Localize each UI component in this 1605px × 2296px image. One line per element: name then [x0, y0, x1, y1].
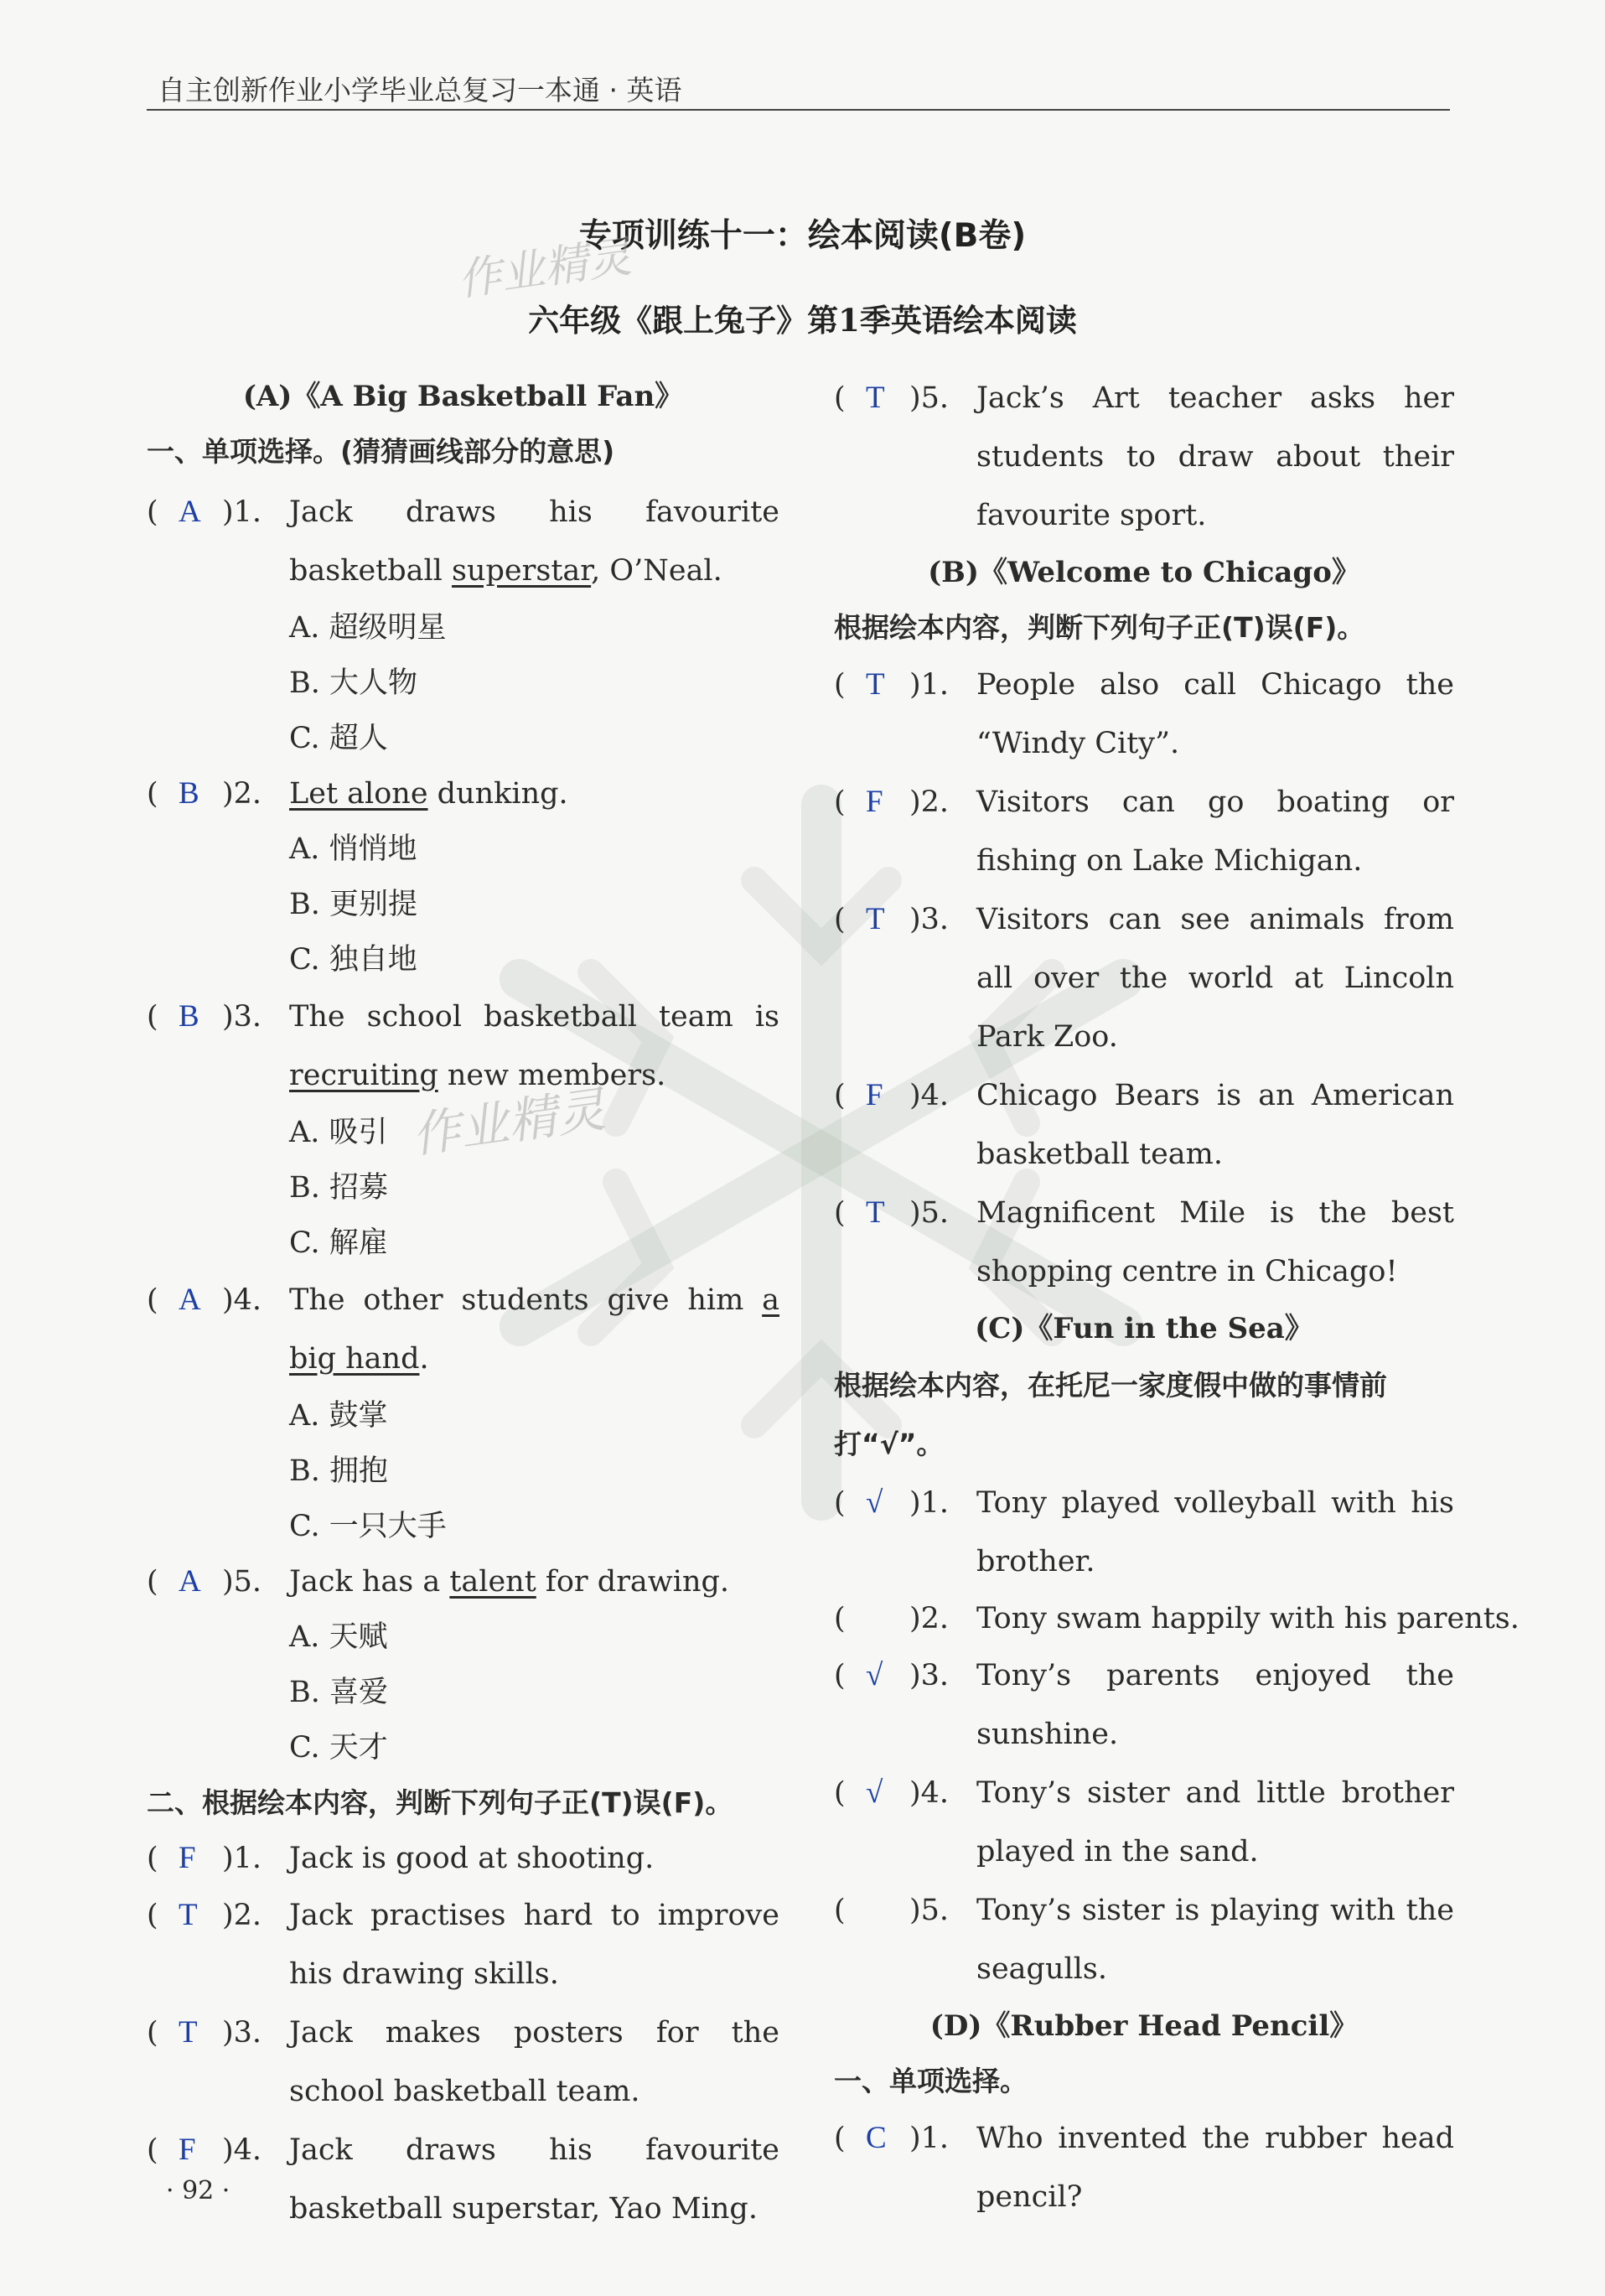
answer: F: [179, 2133, 196, 2167]
answer: √: [866, 1485, 883, 1520]
part-a-title: (A)《A Big Basketball Fan》: [242, 380, 684, 413]
watermark-top: 作业精灵: [454, 231, 634, 307]
option: A. 鼓掌: [289, 1399, 388, 1433]
answer: B: [179, 776, 199, 811]
tf-item: ( T )2. Jack practises hard to improve his drawing skills.: [147, 1886, 779, 2003]
option: A. 悄悄地: [289, 832, 417, 866]
answer: T: [179, 2015, 198, 2050]
option: C. 一只大手: [289, 1510, 447, 1543]
part-d-section1: 一、单项选择。: [834, 2065, 1028, 2097]
answer: F: [866, 785, 883, 819]
tf-item: ( T )3. Jack makes posters for the school basketball team.: [147, 2003, 779, 2121]
part-b-instruction: 根据绘本内容，判断下列句子正(T)误(F)。: [834, 611, 1365, 644]
question: ( A )5. Jack has a talent for drawing.: [147, 1554, 779, 1609]
question: ( A )1. Jack draws his favourite basketball superstar, O’Neal.: [147, 483, 779, 600]
answer: C: [866, 2121, 887, 2155]
tf-item: ( F )4. Jack draws his favourite basketball superstar, Yao Ming.: [147, 2121, 779, 2238]
answer: F: [179, 1841, 196, 1875]
part-b-title: (B)《Welcome to Chicago》: [928, 556, 1360, 589]
page-number: · 92 ·: [166, 2176, 230, 2205]
tf-item: ( F )2. Visitors can go boating or fishing on Lake Michigan.: [834, 773, 1454, 890]
tf-item: ( T )1. People also call Chicago the “Windy City”.: [834, 656, 1454, 773]
option: C. 超人: [289, 722, 388, 755]
answer: T: [866, 1195, 885, 1230]
main-title: 专项训练十一：绘本阅读(B卷): [578, 217, 1027, 255]
underlined-word: a big hand: [289, 1283, 779, 1376]
option: A. 超级明星: [289, 611, 447, 645]
answer: A: [179, 1283, 201, 1317]
question: ( B )2. Let alone dunking.: [147, 766, 779, 821]
question: ( B )3. The school basketball team is recruiting new members.: [147, 987, 779, 1105]
tf-item: ( T )5. Magnificent Mile is the best shopping centre in Chicago!: [834, 1184, 1454, 1301]
left-column: [147, 369, 779, 2238]
part-a-section1: 一、单项选择。(猜猜画线部分的意思): [147, 435, 615, 468]
check-item: ( √ )4. Tony’s sister and little brother played in the sand.: [834, 1764, 1454, 1881]
option: B. 更别提: [289, 888, 417, 921]
answer: T: [866, 667, 885, 702]
part-a-section2: 二、根据绘本内容，判断下列句子正(T)误(F)。: [147, 1786, 733, 1819]
option: B. 大人物: [289, 666, 417, 700]
underlined-word: superstar: [452, 554, 592, 588]
option: C. 独自地: [289, 943, 417, 977]
answer: √: [866, 1658, 883, 1692]
underlined-word: Let alone: [289, 777, 428, 811]
answer: A: [179, 1564, 201, 1599]
answer: B: [179, 999, 199, 1034]
option: B. 拥抱: [289, 1454, 388, 1488]
option: B. 喜爱: [289, 1676, 388, 1709]
part-d-title: (D)《Rubber Head Pencil》: [929, 2009, 1359, 2043]
tf-item: ( F )4. Chicago Bears is an American basketball team.: [834, 1066, 1454, 1184]
option: C. 天才: [289, 1731, 388, 1765]
check-item: ( )5. Tony’s sister is playing with the seagulls.: [834, 1894, 1454, 1986]
tf-item: ( T )5. Jack’s Art teacher asks her students to draw about their favourite sport.: [834, 369, 1454, 545]
answer: T: [866, 902, 885, 936]
check-item: ( √ )1. Tony played volleyball with his brother.: [834, 1474, 1454, 1591]
header-title: 自主创新作业小学毕业总复习一本通 · 英语: [158, 74, 682, 106]
option: A. 吸引: [289, 1116, 388, 1149]
option: B. 招募: [289, 1171, 388, 1205]
check-item: ( √ )3. Tony’s parents enjoyed the sunshine.: [834, 1646, 1454, 1764]
watermark-mid: 作业精灵: [408, 1081, 609, 1164]
option: C. 解雇: [289, 1226, 388, 1260]
question: ( A )4. The other students give him a big hand.: [147, 1271, 779, 1388]
check-item: ( )2. Tony swam happily with his parents.: [834, 1602, 1520, 1635]
answer: A: [179, 495, 201, 529]
answer: √: [866, 1775, 883, 1810]
option: A. 天赋: [289, 1620, 388, 1654]
underlined-word: talent: [449, 1565, 536, 1599]
header-rule: [147, 109, 1450, 111]
part-c-title: (C)《Fun in the Sea》: [975, 1312, 1313, 1345]
subtitle: 六年级《跟上兔子》第1季英语绘本阅读: [528, 302, 1077, 339]
tf-item: ( F )1. Jack is good at shooting.: [147, 1831, 779, 1886]
tf-item: ( T )3. Visitors can see animals from all over the world at Lincoln Park Zoo.: [834, 890, 1454, 1066]
answer: T: [179, 1898, 198, 1932]
answer: F: [866, 1078, 883, 1112]
answer: T: [866, 381, 885, 415]
part-c-instruction: 根据绘本内容，在托尼一家度假中做的事情前打“√”。: [834, 1369, 1387, 1460]
right-column: [834, 369, 1520, 2226]
underlined-word: recruiting: [289, 1059, 438, 1092]
question: ( C )1. Who invented the rubber head pencil?: [834, 2109, 1454, 2226]
